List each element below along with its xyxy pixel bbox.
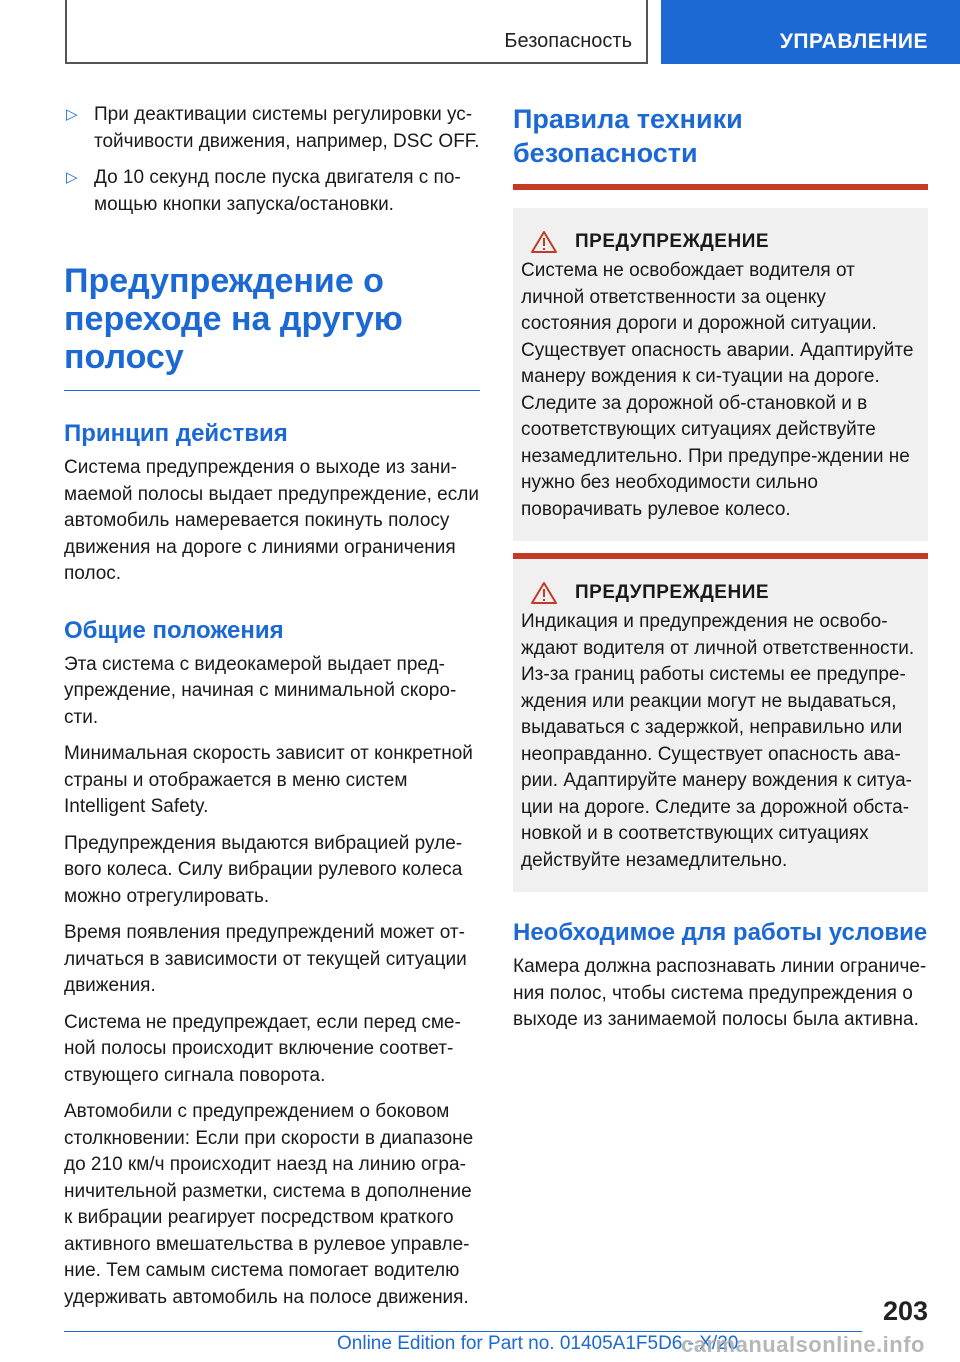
page-number: 203 [882, 1296, 928, 1326]
header-chapter-tab: УПРАВЛЕНИЕ [661, 0, 960, 64]
safety-title: Правила техники безопасности [513, 102, 928, 190]
triangle-bullet-icon: ▷ [66, 169, 78, 186]
paragraph: Автомобили с предупреждением о боковом столкновении: Если при скорости в диапазоне до 210 км/ч происходит наезд на линию огра-ничительной разметки, система в дополнение к вибрации реагирует посредством краткого активного вмешательства в рулевое управле-ние. Тем самым система помогает водителю удерживать автомобиль на полосе движения. [64, 1101, 474, 1308]
footer-edition: Online Edition for Part no. 01405A1F5D6 - X/20 [337, 1333, 739, 1354]
warning-text: Система не освобождает водителя от личной ответственности за оценку состояния дороги и дорожной ситуации. Существует опасность аварии. Адаптируйте манеру вождения к си-туации на дороге. Следите за дорожной об-становкой и в соответствующих ситуациях действуйте незамедлительно. При предупре-ждении не нужно без необходимости сильно поворачивать рулевое колесо. [521, 260, 914, 520]
bullet-text: До 10 секунд после пуска двигателя с по-мощью кнопки запуска/остановки. [94, 167, 461, 215]
warning-box [513, 208, 928, 541]
header-section-box [65, 0, 648, 64]
left-column [64, 102, 480, 1321]
paragraph: Камера должна распознавать линии ограниче-ния полос, чтобы система предупреждения о выходе из занимаемой полосы была активна. [513, 956, 927, 1030]
bullet-text: При деактивации системы регулировки ус-тойчивости движения, например, DSC OFF. [94, 104, 480, 152]
paragraph: Система не предупреждает, если перед сме-ной полосы происходит включение соответ-ствующего сигнала поворота. [64, 1011, 461, 1086]
watermark: carmanualsonline.info [681, 1332, 925, 1357]
warning-label: ПРЕДУПРЕЖДЕНИЕ [575, 231, 770, 252]
header-section-label: Безопасность [504, 30, 632, 52]
list-item [64, 165, 480, 218]
paragraph: Время появления предупреждений может от-личаться в зависимости от текущей ситуации движения. [64, 922, 467, 996]
paragraph: Эта система с видеокамерой выдает пред-упреждение, начиная с минимальной скоро-сти. [64, 653, 457, 728]
subsection-title-requirements: Необходимое для работы условие [513, 919, 928, 946]
subsection-title-general: Общие положения [64, 616, 284, 644]
triangle-bullet-icon: ▷ [66, 106, 78, 123]
paragraph: Предупреждения выдаются вибрацией руле-вого колеса. Силу вибрации рулевого колеса можно отрегулировать. [64, 832, 463, 907]
paragraph: Минимальная скорость зависит от конкретной страны и отображается в меню систем Intelligent Safety. [64, 743, 473, 817]
warning-box [513, 559, 928, 892]
warning-text: Индикация и предупреждения не освобо-ждают водителя от личной ответственности. Из-за границ работы системы ее предупре-ждения или реакции могут не выдаваться, выдаваться с задержкой, неправильно или неоправданно. Существует опасность ава-рии. Адаптируйте манеру вождения к ситуа-ции на дороге. Следите за дорожной обста-новкой и в соответствующих ситуациях действуйте незамедлительно. [521, 611, 915, 871]
list-item [64, 102, 480, 155]
paragraph: Система предупреждения о выходе из зани-маемой полосы выдает предупреждение, если автомобиль намеревается покинуть полосу движения на дороге с линиями ограничения полос. [64, 457, 479, 584]
warning-label: ПРЕДУПРЕЖДЕНИЕ [575, 582, 770, 603]
right-column [513, 102, 928, 1044]
warning-triangle-icon [531, 581, 557, 605]
section-title: Предупреждение о переходе на другую полосу [64, 262, 480, 391]
warning-triangle-icon [531, 230, 557, 254]
subsection-title-principle: Принцип действия [64, 420, 288, 447]
